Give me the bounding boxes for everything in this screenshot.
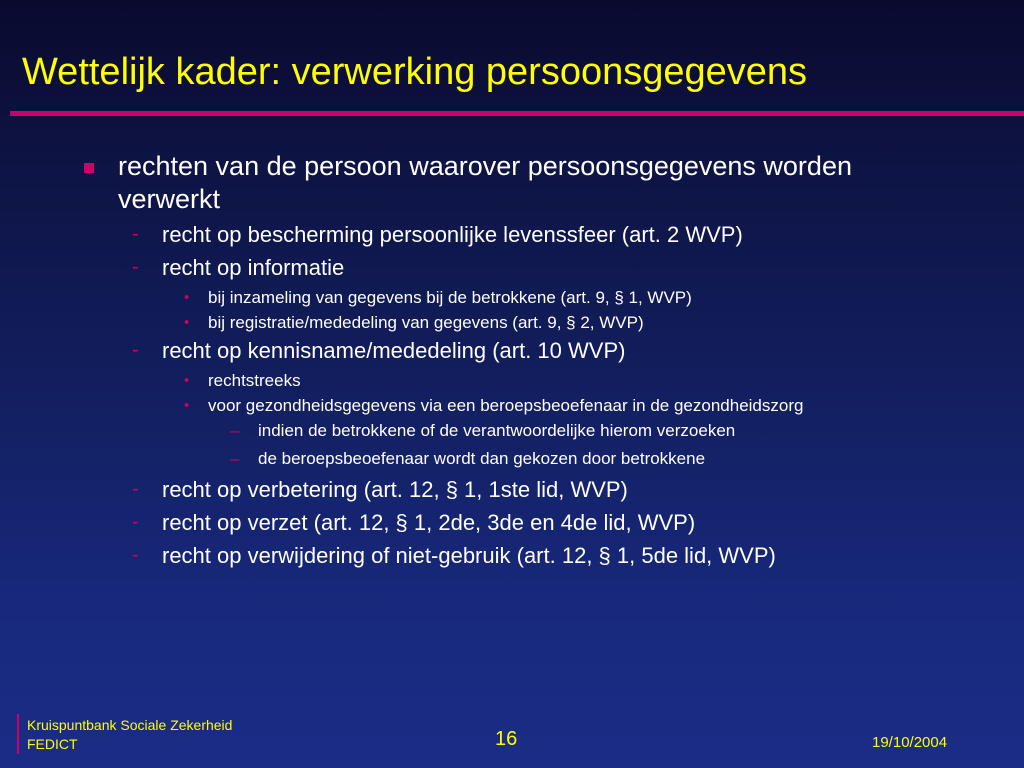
bullet-detail-text: bij registratie/mededeling van gegevens (art. 9, § 2, WVP) (208, 313, 644, 332)
bullet-sub (132, 542, 922, 569)
bullet-subdetail (230, 448, 958, 469)
bullet-main-text: rechten van de persoon waarover persoonsgegevens worden verwerkt (118, 151, 852, 214)
bullet-sub (132, 254, 922, 281)
bullet-sub (132, 509, 922, 536)
bullet-main (118, 150, 908, 216)
title-underline (10, 111, 1024, 116)
bullet-sub-text: recht op verwijdering of niet-gebruik (art. 12, § 1, 5de lid, WVP) (162, 543, 776, 568)
bullet-detail-text: rechtstreeks (208, 371, 301, 390)
dash-bullet-icon: - (132, 223, 139, 245)
slide-body (0, 150, 1024, 575)
bullet-subdetail-text: indien de betrokkene of de verantwoordelijke hierom verzoeken (258, 421, 736, 440)
bullet-subdetail (230, 420, 958, 441)
footer-organization (27, 716, 232, 754)
dash-bullet-icon: - (132, 544, 139, 566)
footer-org-line2: FEDICT (27, 736, 78, 752)
bullet-subdetail-text: de beroepsbeoefenaar wordt dan gekozen door betrokkene (258, 449, 706, 468)
dot-bullet-icon: • (184, 397, 190, 414)
square-bullet-icon (84, 163, 94, 173)
dot-bullet-icon: • (184, 372, 190, 389)
bullet-sub-text: recht op informatie (162, 255, 345, 280)
bullet-detail (184, 287, 848, 308)
bullet-sub-text: recht op kennisname/mededeling (art. 10 WVP) (162, 338, 626, 363)
bullet-sub (132, 337, 922, 364)
bullet-sub-text: recht op verzet (art. 12, § 1, 2de, 3de en 4de lid, WVP) (162, 510, 696, 535)
bullet-sub (132, 476, 922, 503)
bullet-detail-text: bij inzameling van gegevens bij de betrokkene (art. 9, § 1, WVP) (208, 288, 692, 307)
en-dash-bullet-icon: – (230, 421, 240, 440)
footer-org-line1: Kruispuntbank Sociale Zekerheid (27, 717, 233, 733)
dot-bullet-icon: • (184, 314, 190, 331)
en-dash-bullet-icon: – (230, 449, 240, 468)
bullet-sub-text: recht op bescherming persoonlijke levenssfeer (art. 2 WVP) (162, 222, 743, 247)
bullet-detail (184, 370, 848, 391)
bullet-detail-text: voor gezondheidsgegevens via een beroepsbeoefenaar in de gezondheidszorg (208, 396, 804, 415)
footer-divider (17, 714, 19, 754)
bullet-sub (132, 221, 922, 248)
dash-bullet-icon: - (132, 478, 139, 500)
dash-bullet-icon: - (132, 511, 139, 533)
dash-bullet-icon: - (132, 256, 139, 278)
bullet-sub-text: recht op verbetering (art. 12, § 1, 1ste lid, WVP) (162, 477, 628, 502)
dot-bullet-icon: • (184, 289, 190, 306)
slide-title: Wettelijk kader: verwerking persoonsgegevens (22, 51, 808, 93)
page-number: 16 (495, 728, 518, 750)
bullet-detail (184, 395, 848, 416)
footer-date: 19/10/2004 (872, 734, 948, 751)
dash-bullet-icon: - (132, 339, 139, 361)
bullet-detail (184, 312, 848, 333)
